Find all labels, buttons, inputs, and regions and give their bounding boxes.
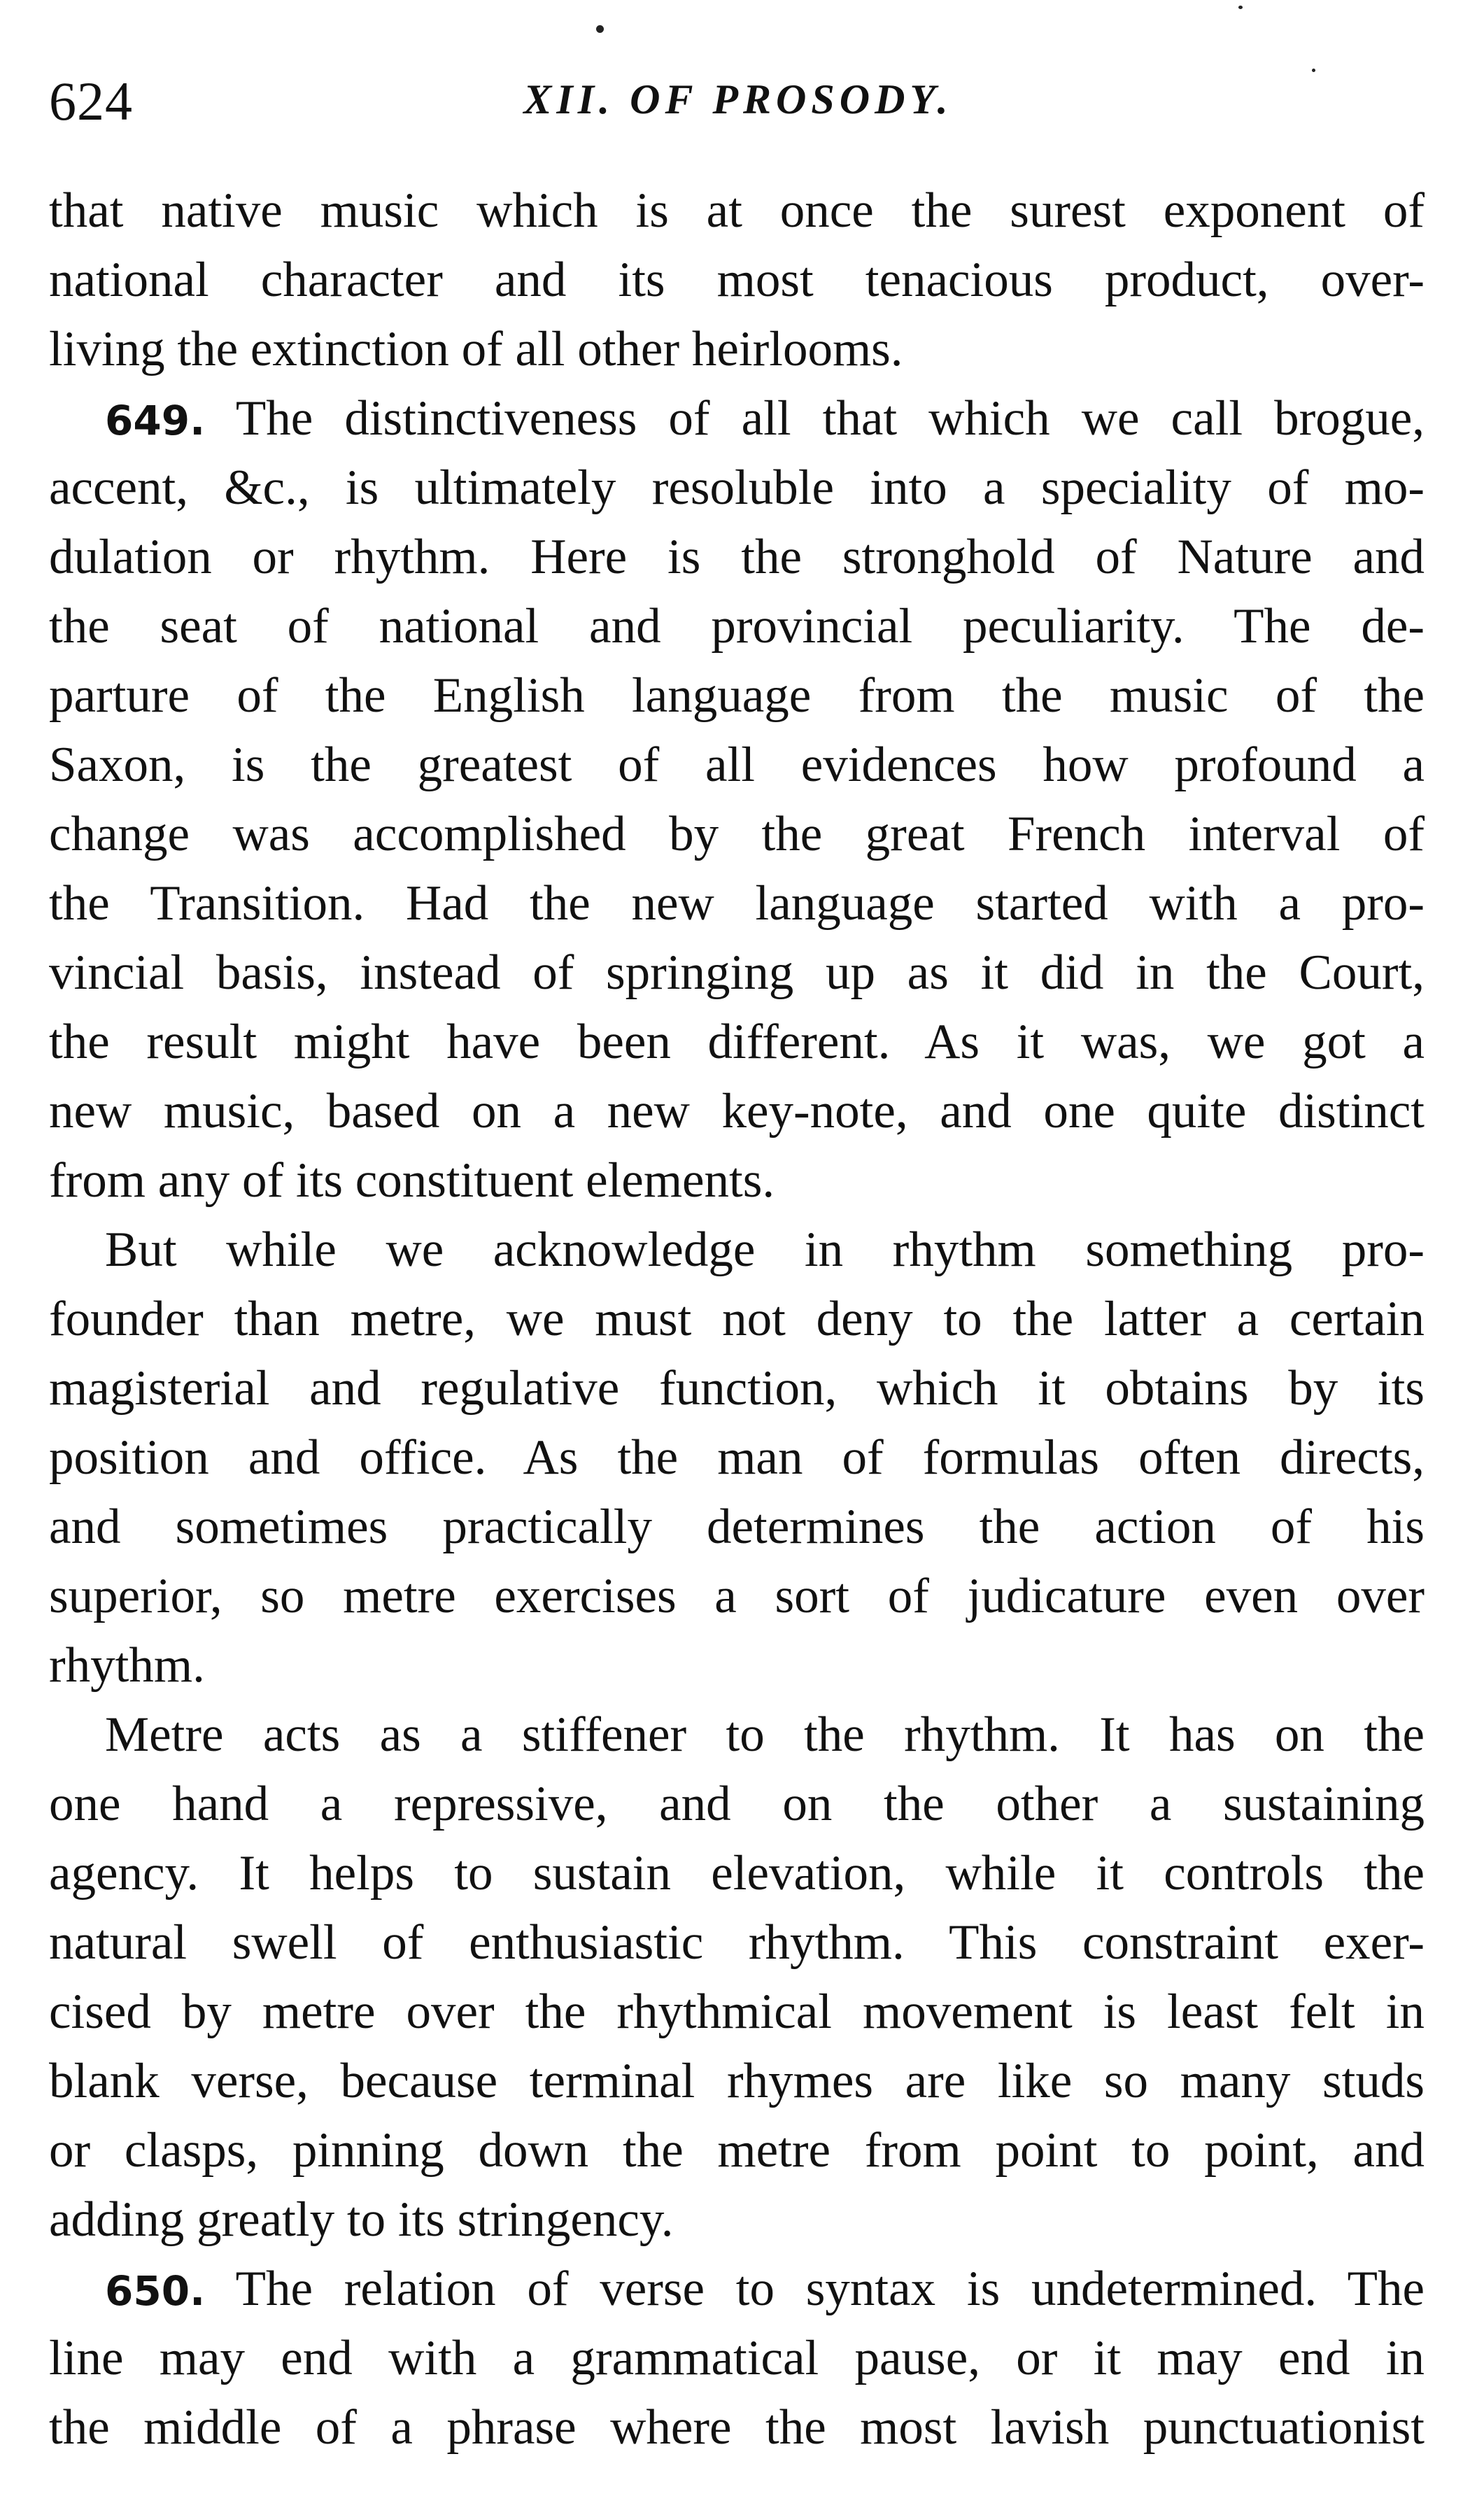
line-text: new music, based on a new key-note, and one quite distinct: [49, 1084, 1425, 1138]
text-line: [49, 1631, 1425, 1700]
line-text: the Transition. Had the new language started with a pro-: [49, 876, 1425, 931]
line-text: The distinctiveness of all that which we call brogue,: [205, 391, 1425, 446]
line-text: adding greatly to its stringency.: [49, 2192, 674, 2247]
line-text: The relation of verse to syntax is undetermined. The: [205, 2262, 1425, 2316]
line-text: natural swell of enthusiastic rhythm. This constraint exer-: [49, 1915, 1425, 1970]
text-line: [49, 661, 1425, 731]
text-line: [49, 1562, 1425, 1631]
body-text: [49, 176, 1425, 2462]
text-line: [49, 384, 1425, 453]
text-line: [49, 2047, 1425, 2116]
text-line: [49, 1977, 1425, 2047]
text-line: [49, 1839, 1425, 1908]
text-line: [49, 1770, 1425, 1839]
text-line: [49, 2393, 1425, 2462]
text-line: [49, 1423, 1425, 1493]
text-line: [49, 453, 1425, 523]
text-line: [49, 2324, 1425, 2393]
text-line: [49, 1146, 1425, 1215]
line-text: rhythm.: [49, 1638, 205, 1693]
text-line: [49, 800, 1425, 869]
line-text: Saxon, is the greatest of all evidences how profound a: [49, 738, 1425, 792]
line-text: cised by metre over the rhythmical movement is least felt in: [49, 1984, 1425, 2039]
text-line: [49, 1908, 1425, 1977]
text-line: [49, 2255, 1425, 2324]
ink-speck: [1238, 6, 1243, 9]
line-text: that native music which is at once the surest exponent of: [49, 183, 1425, 238]
line-text: living the extinction of all other heirlooms.: [49, 322, 903, 376]
line-text: the seat of national and provincial peculiarity. The de-: [49, 599, 1425, 654]
line-text: founder than metre, we must not deny to the latter a certain: [49, 1292, 1425, 1346]
line-text: position and office. As the man of formulas often directs,: [49, 1430, 1425, 1485]
line-text: parture of the English language from the music of the: [49, 668, 1425, 723]
line-text: dulation or rhythm. Here is the stronghold of Nature and: [49, 530, 1425, 584]
text-line: [49, 1215, 1425, 1285]
line-text: blank verse, because terminal rhymes are like so many studs: [49, 2054, 1425, 2108]
line-text: the result might have been different. As it was, we got a: [49, 1015, 1425, 1069]
line-text: or clasps, pinning down the metre from point to point, and: [49, 2123, 1425, 2178]
line-text: and sometimes practically determines the action of his: [49, 1500, 1425, 1554]
line-text: superior, so metre exercises a sort of judicature even over: [49, 1569, 1425, 1623]
text-line: [49, 1008, 1425, 1077]
text-line: [49, 1493, 1425, 1562]
text-line: [49, 315, 1425, 384]
line-text: line may end with a grammatical pause, or it may end in: [49, 2331, 1425, 2385]
line-text: change was accomplished by the great French interval of: [49, 807, 1425, 861]
text-line: [49, 938, 1425, 1008]
line-text: agency. It helps to sustain elevation, while it controls the: [49, 1846, 1425, 1901]
line-text: accent, &c., is ultimately resoluble into a speciality of mo-: [49, 460, 1425, 515]
line-text: one hand a repressive, and on the other a sustaining: [49, 1777, 1425, 1831]
line-text: vincial basis, instead of springing up as it did in the Court,: [49, 945, 1425, 1000]
line-text: But while we acknowledge in rhythm something pro-: [105, 1222, 1425, 1277]
text-line: [49, 1700, 1425, 1770]
section-number: 650.: [105, 2267, 206, 2315]
text-line: [49, 523, 1425, 592]
page-header: [49, 57, 1427, 134]
text-line: [49, 2185, 1425, 2255]
page-number: 624: [49, 71, 133, 132]
line-text: national character and its most tenacious product, over-: [49, 253, 1425, 307]
text-line: [49, 1077, 1425, 1146]
text-line: [49, 1354, 1425, 1423]
line-text: the middle of a phrase where the most lavish punctuationist: [49, 2400, 1425, 2455]
ink-speck: [596, 25, 604, 33]
text-line: [49, 246, 1425, 315]
section-number: 649.: [105, 397, 206, 444]
line-text: magisterial and regulative function, which it obtains by its: [49, 1361, 1425, 1416]
text-line: [49, 869, 1425, 938]
text-line: [49, 592, 1425, 661]
text-line: [49, 731, 1425, 800]
text-line: [49, 176, 1425, 246]
text-line: [49, 2116, 1425, 2185]
text-line: [49, 1285, 1425, 1354]
running-head: XII. OF PROSODY.: [523, 76, 953, 122]
line-text: Metre acts as a stiffener to the rhythm. It has on the: [105, 1707, 1425, 1762]
line-text: from any of its constituent elements.: [49, 1153, 775, 1208]
